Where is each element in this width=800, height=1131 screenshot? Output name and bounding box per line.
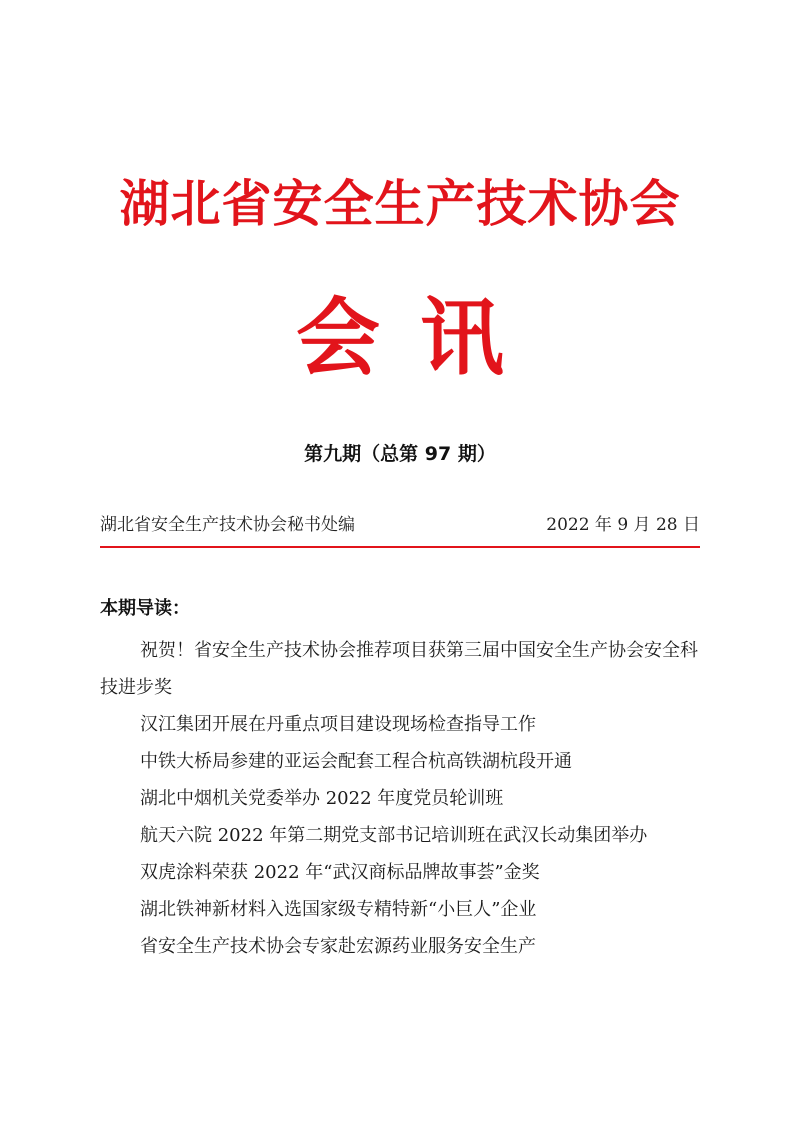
- publication-name: 会讯: [295, 289, 544, 387]
- issue-number: 第九期（总第 97 期）: [304, 443, 496, 465]
- toc-item: 省安全生产技术协会专家赴宏源药业服务安全生产: [140, 936, 536, 957]
- table-of-contents: [100, 632, 700, 965]
- toc-item: 双虎涂料荣获 2022 年“武汉商标品牌故事荟”金奖: [140, 862, 540, 883]
- editor-line: 湖北省安全生产技术协会秘书处编: [100, 515, 355, 535]
- organization-title: 湖北省安全生产技术协会: [119, 175, 681, 233]
- toc-item: 祝贺！省安全生产技术协会推荐项目获第三届中国安全生产协会安全科技进步奖: [100, 640, 698, 698]
- publish-date: 2022 年 9 月 28 日: [546, 515, 700, 535]
- toc-heading: 本期导读：: [100, 598, 190, 619]
- toc-item: 湖北铁神新材料入选国家级专精特新“小巨人”企业: [140, 899, 537, 920]
- red-divider: [100, 546, 700, 548]
- toc-item: 中铁大桥局参建的亚运会配套工程合杭高铁湖杭段开通: [140, 751, 572, 772]
- toc-item: 航天六院 2022 年第二期党支部书记培训班在武汉长动集团举办: [140, 825, 648, 846]
- toc-item: 湖北中烟机关党委举办 2022 年度党员轮训班: [140, 788, 504, 809]
- toc-item: 汉江集团开展在丹重点项目建设现场检查指导工作: [140, 714, 536, 735]
